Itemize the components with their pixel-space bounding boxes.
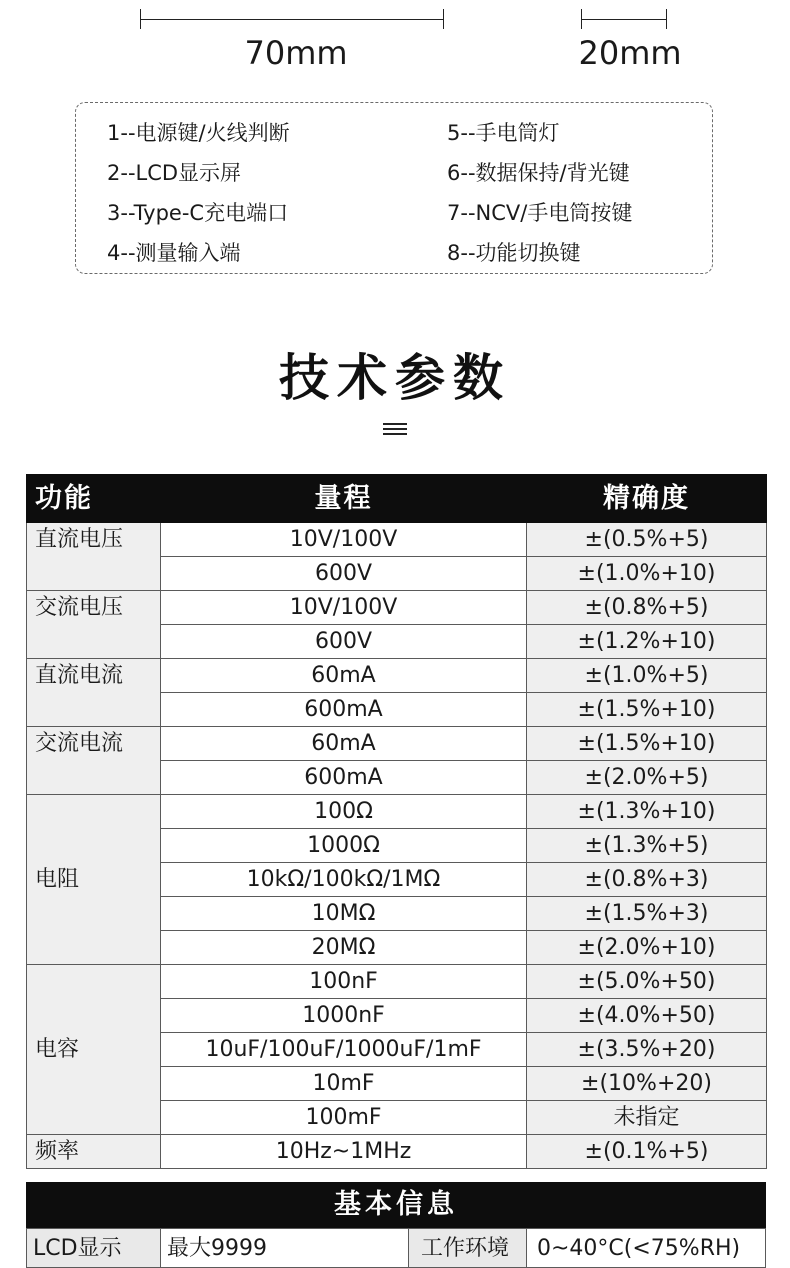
range-cell: 1000nF — [161, 999, 527, 1033]
parts-item: 3--Type-C充电端口 — [107, 201, 289, 225]
basic-info-header: 基本信息 — [26, 1182, 766, 1228]
accuracy-cell: ±(1.3%+10) — [527, 795, 767, 829]
dimension-20mm-label: 20mm — [578, 34, 682, 72]
parts-item: 4--测量输入端 — [107, 241, 241, 265]
accuracy-cell: ±(1.5%+10) — [527, 693, 767, 727]
table-row — [27, 659, 767, 693]
dimension-70mm-label: 70mm — [244, 34, 348, 72]
section-title: 技术参数 — [279, 349, 511, 407]
header-function: 功能 — [27, 475, 161, 523]
table-row — [27, 965, 767, 999]
range-cell: 10V/100V — [161, 523, 527, 557]
accuracy-cell: ±(10%+20) — [527, 1067, 767, 1101]
menu-lines-icon — [383, 423, 407, 438]
range-cell: 10MΩ — [161, 897, 527, 931]
range-cell: 1000Ω — [161, 829, 527, 863]
dimension-20mm-tick-left — [581, 9, 582, 29]
accuracy-cell: ±(1.5%+3) — [527, 897, 767, 931]
range-cell: 10V/100V — [161, 591, 527, 625]
env-value-cell: 0~40°C(<75%RH) — [526, 1228, 766, 1268]
accuracy-cell: ±(0.8%+3) — [527, 863, 767, 897]
accuracy-cell: ±(0.5%+5) — [527, 523, 767, 557]
accuracy-cell: ±(0.8%+5) — [527, 591, 767, 625]
range-cell: 600V — [161, 557, 527, 591]
env-label-cell: 工作环境 — [408, 1228, 527, 1268]
basic-info-row — [26, 1228, 766, 1268]
range-cell: 20MΩ — [161, 931, 527, 965]
range-cell: 100Ω — [161, 795, 527, 829]
range-cell: 600mA — [161, 693, 527, 727]
table-header-row — [27, 475, 767, 523]
dimension-20mm-line — [581, 19, 667, 20]
accuracy-cell: ±(1.5%+10) — [527, 727, 767, 761]
function-cell: 直流电压 — [27, 523, 161, 591]
dimension-70mm-tick-left — [140, 9, 141, 29]
table-row — [27, 591, 767, 625]
dimension-70mm-line — [140, 19, 444, 20]
accuracy-cell: ±(2.0%+10) — [527, 931, 767, 965]
header-range: 量程 — [161, 475, 527, 523]
parts-item: 1--电源键/火线判断 — [107, 121, 290, 145]
accuracy-cell: ±(0.1%+5) — [527, 1135, 767, 1169]
parts-item: 5--手电筒灯 — [447, 121, 560, 145]
parts-item: 8--功能切换键 — [447, 241, 581, 265]
accuracy-cell: ±(1.0%+5) — [527, 659, 767, 693]
range-cell: 100mF — [161, 1101, 527, 1135]
function-cell: 电容 — [27, 965, 161, 1135]
dimension-20mm-tick-right — [666, 9, 667, 29]
function-cell: 交流电流 — [27, 727, 161, 795]
table-row — [27, 727, 767, 761]
lcd-value-cell: 最大9999 — [160, 1228, 409, 1268]
range-cell: 100nF — [161, 965, 527, 999]
accuracy-cell: ±(3.5%+20) — [527, 1033, 767, 1067]
header-accuracy: 精确度 — [527, 475, 767, 523]
accuracy-cell: ±(4.0%+50) — [527, 999, 767, 1033]
range-cell: 10Hz~1MHz — [161, 1135, 527, 1169]
table-row — [27, 1135, 767, 1169]
accuracy-cell: 未指定 — [527, 1101, 767, 1135]
range-cell: 10kΩ/100kΩ/1MΩ — [161, 863, 527, 897]
accuracy-cell: ±(5.0%+50) — [527, 965, 767, 999]
range-cell: 600V — [161, 625, 527, 659]
function-cell: 交流电压 — [27, 591, 161, 659]
range-cell: 10mF — [161, 1067, 527, 1101]
range-cell: 60mA — [161, 727, 527, 761]
accuracy-cell: ±(1.2%+10) — [527, 625, 767, 659]
accuracy-cell: ±(1.3%+5) — [527, 829, 767, 863]
function-cell: 电阻 — [27, 795, 161, 965]
range-cell: 60mA — [161, 659, 527, 693]
range-cell: 600mA — [161, 761, 527, 795]
table-row — [27, 523, 767, 557]
accuracy-cell: ±(2.0%+5) — [527, 761, 767, 795]
lcd-label-cell: LCD显示 — [26, 1228, 161, 1268]
table-row — [27, 795, 767, 829]
spec-table — [26, 474, 767, 1169]
function-cell: 频率 — [27, 1135, 161, 1169]
parts-item: 2--LCD显示屏 — [107, 161, 242, 185]
range-cell: 10uF/100uF/1000uF/1mF — [161, 1033, 527, 1067]
dimension-70mm-tick-right — [443, 9, 444, 29]
function-cell: 直流电流 — [27, 659, 161, 727]
parts-item: 6--数据保持/背光键 — [447, 161, 630, 185]
accuracy-cell: ±(1.0%+10) — [527, 557, 767, 591]
parts-item: 7--NCV/手电筒按键 — [447, 201, 633, 225]
